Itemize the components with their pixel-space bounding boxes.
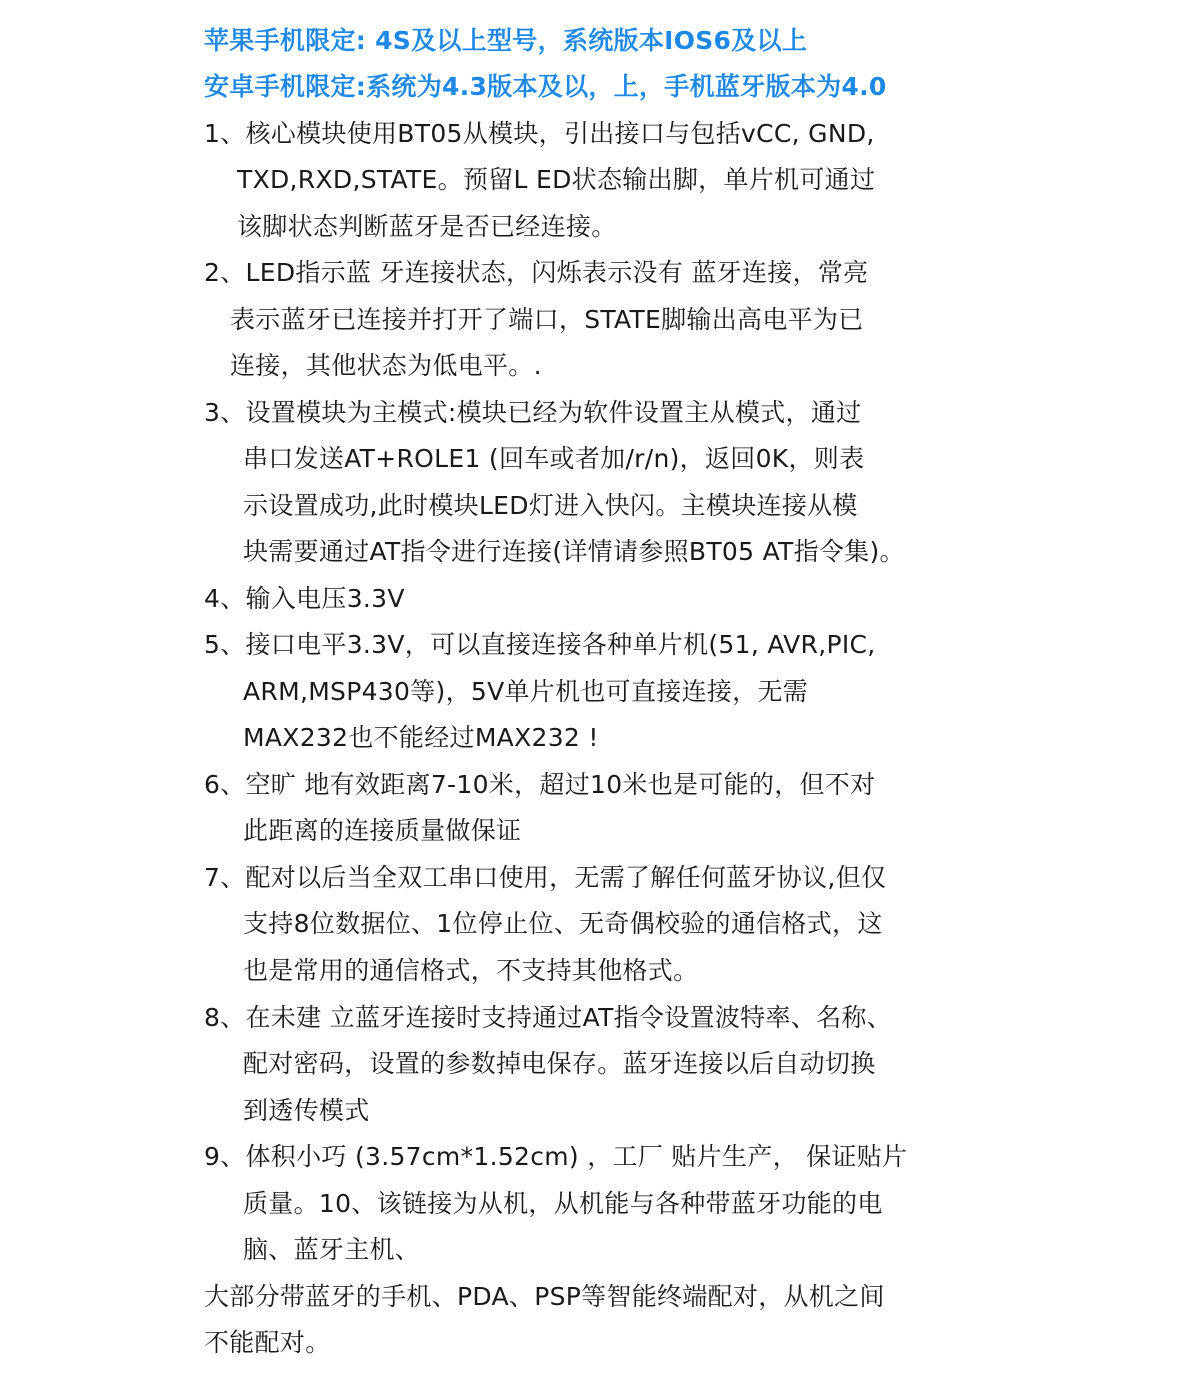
item-3-line-2: 串口发送AT+ROLE1 (回车或者加/r/n)，返回0K，则表 xyxy=(243,444,865,473)
item-3-line-3: 示设置成功,此时模块LED灯进入快闪。主模块连接从模 xyxy=(243,491,858,520)
item-1-line-2: TXD,RXD,STATE。预留L ED状态输出脚，单片机可通过 xyxy=(237,165,876,194)
item-4-line-1: 4、输入电压3.3V xyxy=(204,584,405,613)
closing-line-1: 大部分带蓝牙的手机、PDA、PSP等智能终端配对，从机之间 xyxy=(204,1282,885,1311)
item-6-line-1: 6、空旷 地有效距离7-10米，超过10米也是可能的，但不对 xyxy=(204,770,876,799)
closing-line-2: 不能配对。 xyxy=(204,1328,331,1357)
item-3-line-1: 3、设置模块为主模式:模块已经为软件设置主从模式，通过 xyxy=(204,398,862,427)
item-8-line-3: 到透传模式 xyxy=(243,1096,370,1125)
item-9-line-3: 脑、蓝牙主机、 xyxy=(243,1235,421,1264)
android-requirement: 安卓手机限定:系统为4.3版本及以，上，手机蓝牙版本为4.0 xyxy=(204,72,887,101)
item-7-line-2: 支持8位数据位、1位停止位、无奇偶校验的通信格式，这 xyxy=(243,909,883,938)
item-9-line-2: 质量。10、该链接为从机，从机能与各种带蓝牙功能的电 xyxy=(243,1189,883,1218)
iphone-requirement: 苹果手机限定: 4S及以上型号，系统版本IOS6及以上 xyxy=(204,26,808,55)
item-1-line-1: 1、核心模块使用BT05从模块，引出接口与包括vCC, GND, xyxy=(204,119,875,148)
item-3-line-4: 块需要通过AT指令进行连接(详情请参照BT05 AT指令集)。 xyxy=(243,537,905,566)
item-7-line-3: 也是常用的通信格式，不支持其他格式。 xyxy=(243,956,699,985)
item-2-line-1: 2、LED指示蓝 牙连接状态，闪烁表示没有 蓝牙连接，常亮 xyxy=(204,258,869,287)
item-8-line-2: 配对密码，设置的参数掉电保存。蓝牙连接以后自动切换 xyxy=(243,1049,876,1078)
item-5-line-3: MAX232也不能经过MAX232 ! xyxy=(243,723,599,752)
item-2-line-2: 表示蓝牙已连接并打开了端口，STATE脚输出高电平为已 xyxy=(230,305,864,334)
item-8-line-1: 8、在未建 立蓝牙连接时支持通过AT指令设置波特率、名称、 xyxy=(204,1003,892,1032)
item-6-line-2: 此距离的连接质量做保证 xyxy=(243,816,522,845)
item-5-line-1: 5、接口电平3.3V，可以直接连接各种单片机(51, AVR,PIC, xyxy=(204,630,876,659)
item-2-line-3: 连接，其他状态为低电平。. xyxy=(230,351,542,380)
item-9-line-1: 9、体积小巧 (3.57cm*1.52cm) ，工厂 贴片生产， 保证贴片 xyxy=(204,1142,908,1171)
item-5-line-2: ARM,MSP430等)，5V单片机也可直接连接，无需 xyxy=(243,677,809,706)
item-7-line-1: 7、配对以后当全双工串口使用，无需了解任何蓝牙协议,但仅 xyxy=(204,863,887,892)
item-1-line-3: 该脚状态判断蓝牙是否已经连接。 xyxy=(237,212,617,241)
